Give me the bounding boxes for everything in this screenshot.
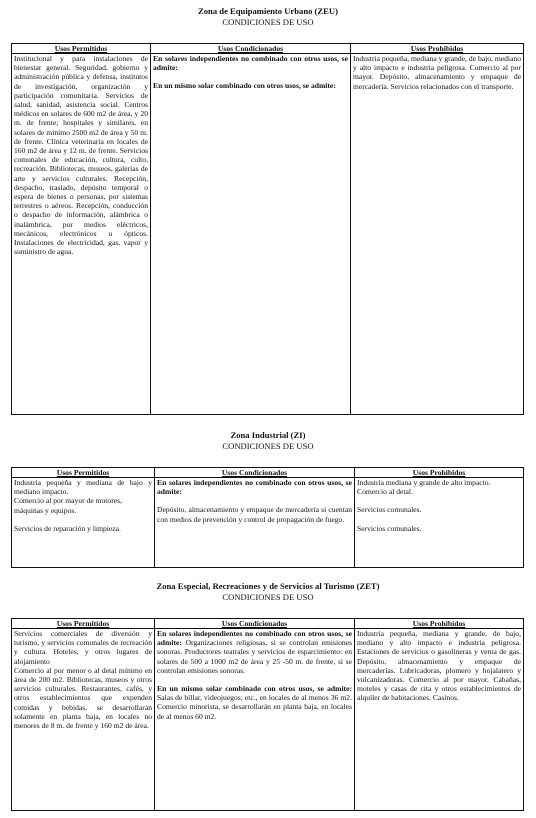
prohibidos-text: Comercio al detal.	[357, 487, 413, 497]
permitidos-cell	[12, 54, 151, 415]
section-subtitle: CONDICIONES DE USO	[222, 591, 314, 602]
section-zi-heading	[0, 430, 536, 451]
zi-table	[11, 467, 524, 568]
section-subtitle: CONDICIONES DE USO	[222, 440, 314, 451]
section-zeu-heading	[0, 6, 536, 27]
section-title: Zona Industrial (ZI)	[230, 430, 306, 440]
permitidos-text: Servicios de reparación y limpieza.	[14, 523, 121, 533]
permitidos-text: Industria pequeña y mediana de bajo y mediano impacto.	[14, 478, 152, 497]
prohibidos-text: Industria mediana y grande de alto impacto.	[357, 478, 491, 487]
permitidos-text: Institucional y para instalaciones de bienestar general. Seguridad, gobierno y administración pública y defensa, institutos de investigación, organización y participación comunitaria. Servicios de salud, sanidad, asistencia social. Centros médicos en solares de 600 m2 de área, y 20 m. de frente; hospitales y similares, en solares de mínimo 2500 m2 de área y 50 m. de frente. Clínica veterinaria en locales de 160 m2 de área y 12 m. de frente. Servicios comunales de educación, cultura, culto, recreación. Bibliotecas, museos, galerías de arte y servicios culturales. Recepción, despacho, traslado, depósito temporal o espera de bienes o personas, por sistemas terrestres o aéreos. Recepción, conducción o despacho de información, alámbrica o inalámbrica, por medios eléctricos, mecánicos, electrónicos u ópticos. Instalaciones de electricidad, gas, vapor y suministro de agua.	[14, 54, 148, 257]
prohibidos-cell	[355, 478, 524, 568]
condicionados-text: En un mismo solar combinado con otros usos, se admite:	[153, 81, 336, 91]
header-prohibidos: Usos Prohibidos	[355, 468, 524, 478]
section-title: Zona de Equipamiento Urbano (ZEU)	[198, 6, 338, 16]
condicionados-lead: En solares independientes no combinado con otros usos, se admite:	[157, 629, 352, 648]
permitidos-text: máquinas y equipos.	[14, 505, 77, 515]
permitidos-text: Comercio al por menor o al detal mínimo en área de 200 m2. Bibliotecas, museos y otros servicios culturales. Restaurantes, cafés, y otros establecimientos que expenden comidas y bebidas, se desarrollarán solamente en planta baja, en locales no menores de 8 m. de frente y 160 m2 de área.	[14, 665, 152, 731]
header-permitidos: Usos Permitidos	[12, 468, 155, 478]
condicionados-text: Organizaciones religiosas, si se controlan emisiones sonoras. Productores teatrales y servicios de esparcimiento: en solares de 500 a 1000 m2 de área y 25 -50 m. de frente, si se controlan emisiones sonoras.	[157, 638, 352, 675]
prohibidos-text: Servicios comunales.	[357, 505, 422, 515]
condicionados-cell	[155, 629, 355, 811]
condicionados-cell	[155, 478, 355, 568]
condicionados-text: En solares independientes no combinado con otros usos, se admite:	[153, 54, 348, 73]
prohibidos-text: Industria pequeña, mediana y grande, de bajo, mediano y alto impacto e industria peligrosa. Estaciones de servicios o gasolineras y venta de gas. Depósito, almacenamiento y empaque de mercaderías. Lubricadoras, plomero y hojalatero y vulcanizadoras. Comercio al por mayor. Cabañas, moteles y casas de cita y otros establecimientos de alquiler de habitaciones. Casinos.	[357, 629, 521, 703]
prohibidos-cell	[355, 629, 524, 811]
header-condicionados: Usos Condicionados	[155, 468, 355, 478]
header-permitidos: Usos Permitidos	[12, 44, 151, 54]
condicionados-text: Depósito, almacenamiento y empaque de mercadería si cuentan con medios de prevención y control de propagación de fuego.	[157, 505, 352, 524]
condicionados-cell	[151, 54, 351, 415]
permitidos-text: Servicios comerciales de diversión y turismo, y servicios comunales de recreación y cultura. Hoteles, y otros lugares de alojamiento	[14, 629, 152, 666]
section-zet-heading	[0, 581, 536, 602]
permitidos-cell	[12, 478, 155, 568]
prohibidos-text: Servicios comunales.	[357, 523, 422, 533]
condicionados-lead: En un mismo solar combinado con otros usos, se admite:	[157, 684, 352, 694]
header-condicionados: Usos Condicionados	[151, 44, 351, 54]
prohibidos-text: Industria pequeña, mediana y grande, de bajo, mediano y alto impacto e industria peligrosa. Comercio al por mayor. Depósito, almacenamiento y empaque de mercadería. Servicios relacionados con el transporte.	[353, 54, 521, 91]
condicionados-text: Salas de billar, videojuegos; etc., en locales de al menos 36 m2. Comercio minorista, se desarrollarán en planta baja, en locales de al menos 60 m2.	[157, 693, 352, 721]
zet-table	[11, 618, 524, 811]
permitidos-text: Comercio al por mayor de motores,	[14, 496, 122, 506]
header-condicionados: Usos Condicionados	[155, 619, 355, 629]
prohibidos-cell	[351, 54, 524, 415]
zeu-table	[11, 43, 524, 415]
permitidos-cell	[12, 629, 155, 811]
header-prohibidos: Usos Prohibidos	[351, 44, 524, 54]
section-subtitle: CONDICIONES DE USO	[222, 16, 314, 27]
section-title: Zona Especial, Recreaciones y de Servicios al Turismo (ZET)	[156, 581, 380, 591]
header-permitidos: Usos Permitidos	[12, 619, 155, 629]
header-prohibidos: Usos Prohibidos	[355, 619, 524, 629]
condicionados-text: En solares independientes no combinado con otros usos, se admite:	[157, 478, 352, 497]
